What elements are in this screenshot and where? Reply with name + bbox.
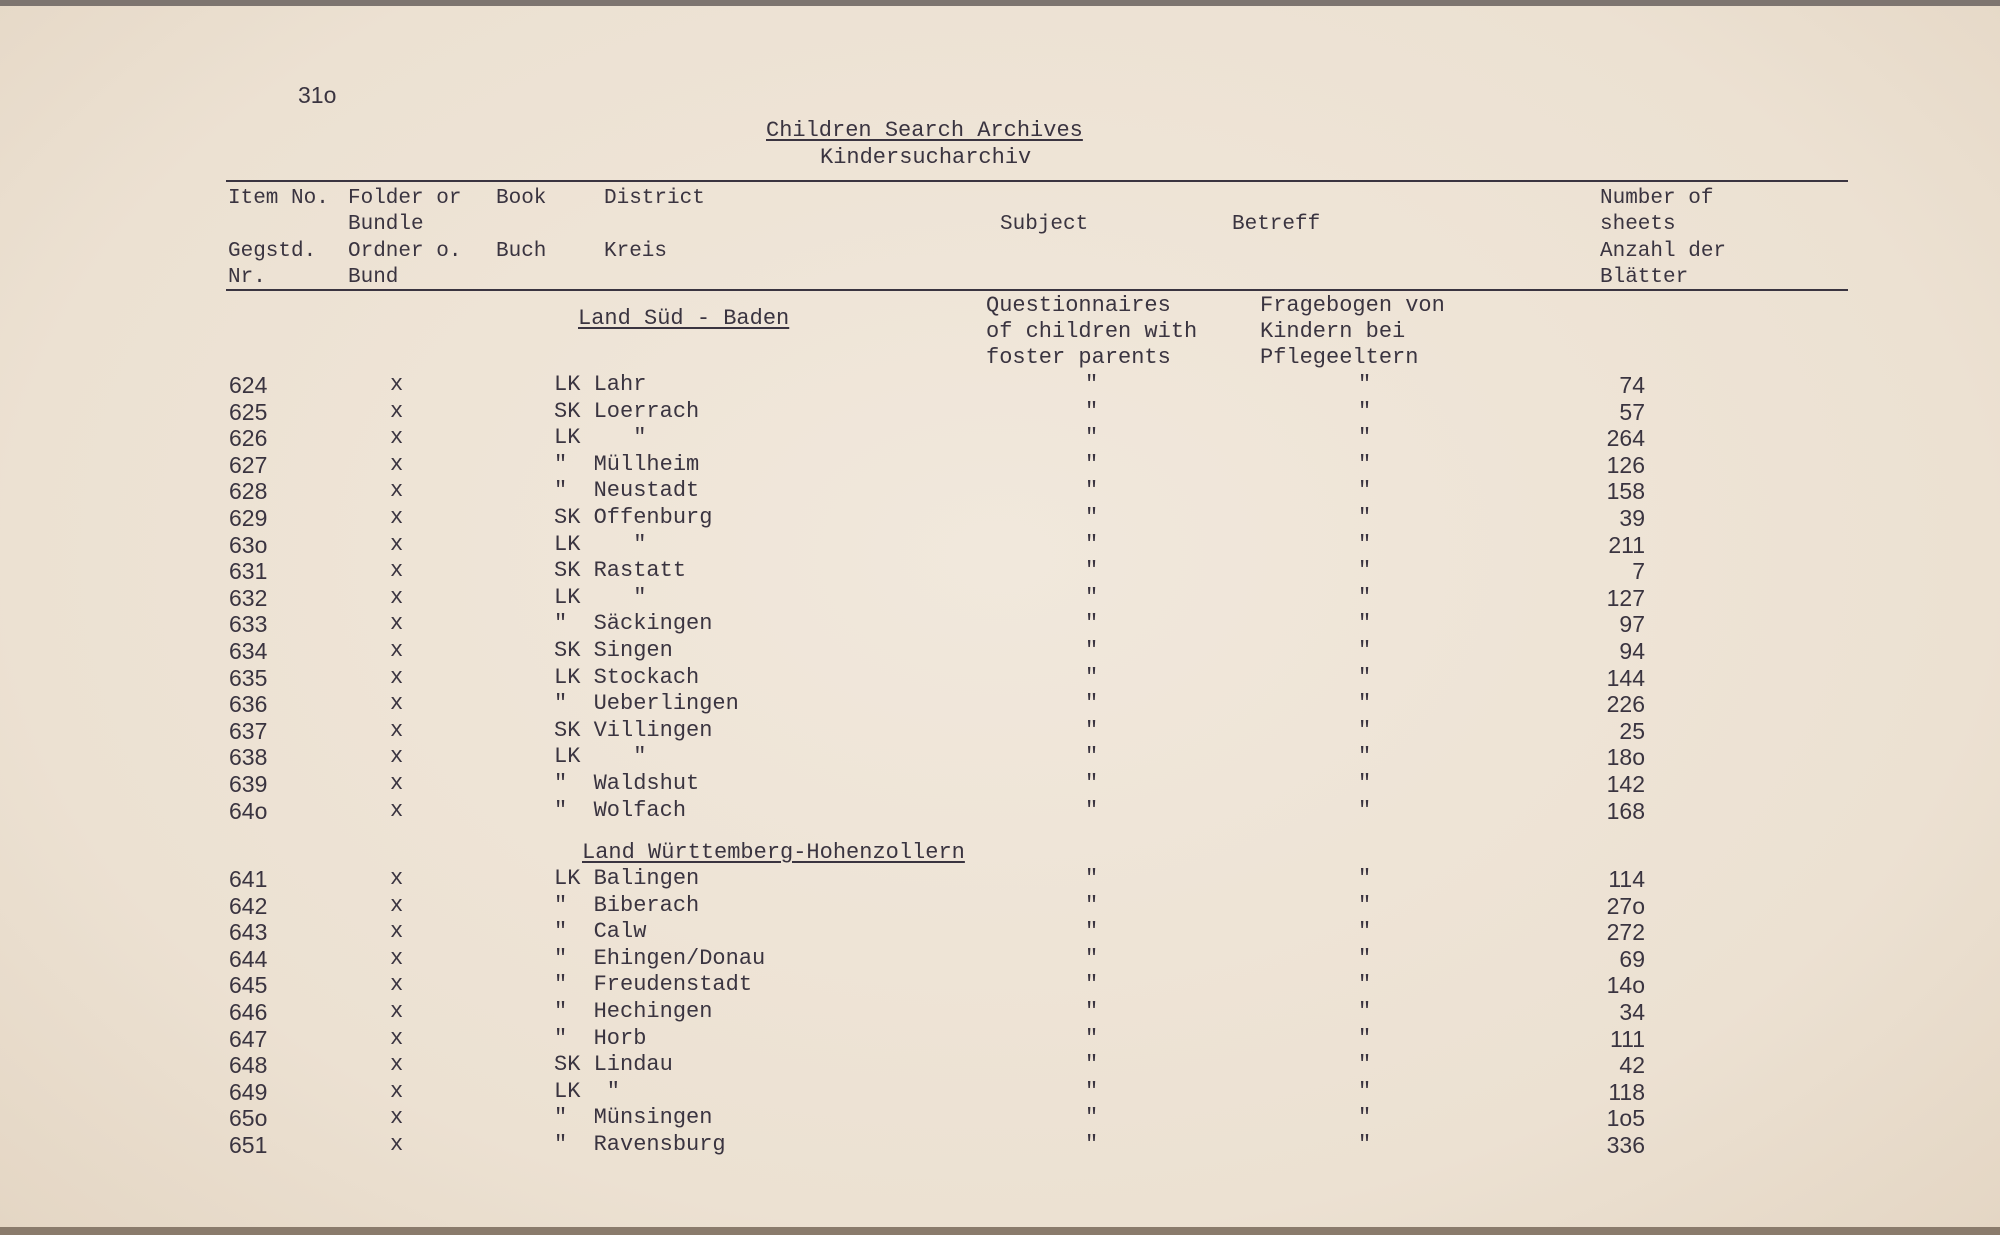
district: " Freudenstadt [554,972,753,998]
subject-ditto: " [1085,866,1099,891]
subject-ditto: " [1085,1078,1099,1104]
betreff-description-1: Fragebogen von [1260,293,1445,318]
district: " Säckingen [554,611,713,637]
betreff-ditto: " [1358,797,1372,823]
document-title: Children Search Archives [766,118,1083,143]
item-number: 646 [229,999,268,1025]
betreff-ditto: " [1358,717,1372,743]
subject-ditto: " [1085,999,1099,1024]
subject-ditto: " [1085,919,1099,945]
subject-ditto: " [1085,478,1099,504]
item-number: 633 [229,611,268,638]
subject-ditto: " [1085,531,1099,557]
sheet-count: 27o [1606,892,1645,919]
header-sheets-4: Blätter [1600,266,1689,289]
item-number: 632 [229,584,268,611]
betreff-ditto: " [1358,372,1372,397]
folder-mark: x [390,1025,404,1051]
item-number: 647 [229,1025,268,1052]
top-edge [0,0,2000,6]
betreff-ditto: " [1358,478,1372,504]
header-sheets-2: sheets [1600,213,1676,236]
betreff-description-3: Pflegeeltern [1260,345,1419,370]
district: " Wolfach [554,797,687,823]
folder-mark: x [390,892,404,918]
folder-mark: x [390,1078,404,1104]
subject-ditto: " [1085,638,1099,663]
district: LK " [554,584,647,610]
page-number: 31o [298,82,337,108]
sheet-count: 18o [1606,744,1645,771]
item-number: 65o [229,1105,268,1132]
sheet-count: 142 [1606,771,1645,797]
district: SK Loerrach [554,398,700,424]
betreff-ditto: " [1358,1025,1372,1051]
folder-mark: x [390,664,404,690]
sheet-count: 94 [1619,638,1645,664]
header-book-en: Book [496,187,547,210]
header-district-de: Kreis [604,240,668,263]
item-number: 625 [229,398,268,425]
subject-ditto: " [1085,744,1099,770]
folder-mark: x [390,398,404,424]
district: LK " [554,531,647,557]
district: " Müllheim [554,451,700,477]
header-item-en: Item No. [228,187,329,210]
district: LK " [554,1078,621,1104]
sheet-count: 97 [1619,611,1645,638]
sheet-count: 7 [1632,558,1645,585]
document-subtitle: Kindersucharchiv [820,145,1032,170]
header-folder-en-2: Bundle [348,213,424,236]
folder-mark: x [390,478,404,504]
subject-ditto: " [1085,972,1099,998]
sheet-count: 126 [1606,451,1645,478]
betreff-ditto: " [1358,892,1372,918]
district: SK Rastatt [554,558,687,584]
header-folder-de-2: Bund [348,266,399,289]
subject-ditto: " [1085,797,1099,823]
district: " Calw [554,919,647,945]
item-number: 637 [229,717,268,744]
item-number: 644 [229,945,268,972]
subject-ditto: " [1085,425,1099,451]
folder-mark: x [390,999,404,1024]
subject-ditto: " [1085,398,1099,424]
subject-ditto: " [1085,892,1099,918]
folder-mark: x [390,531,404,557]
header-folder-en-1: Folder or [348,187,462,210]
betreff-ditto: " [1358,1132,1372,1157]
betreff-ditto: " [1358,505,1372,530]
sheet-count: 264 [1606,425,1645,452]
item-number: 629 [229,505,268,531]
betreff-ditto: " [1358,1105,1372,1131]
subject-ditto: " [1085,1132,1099,1157]
sheet-count: 74 [1619,372,1645,398]
item-number: 64o [229,797,268,824]
district: LK " [554,744,647,770]
district: SK Lindau [554,1052,673,1078]
folder-mark: x [390,691,404,717]
subject-ditto: " [1085,558,1099,584]
betreff-ditto: " [1358,1078,1372,1104]
district: " Waldshut [554,771,700,796]
item-number: 642 [229,892,268,919]
sheet-count: 211 [1608,531,1645,558]
betreff-ditto: " [1358,1052,1372,1078]
district: LK " [554,425,647,451]
betreff-ditto: " [1358,771,1372,796]
header-item-de-2: Nr. [228,266,266,289]
folder-mark: x [390,1132,404,1157]
sheet-count: 57 [1619,398,1645,425]
subject-ditto: " [1085,1105,1099,1131]
folder-mark: x [390,797,404,823]
subject-ditto: " [1085,945,1099,971]
folder-mark: x [390,584,404,610]
sheet-count: 158 [1606,478,1645,505]
folder-mark: x [390,866,404,891]
sheet-count: 34 [1619,999,1645,1025]
subject-description-1: Questionnaires [986,293,1171,318]
header-item-de-1: Gegstd. [228,240,317,263]
item-number: 648 [229,1052,268,1079]
subject-ditto: " [1085,1025,1099,1051]
header-book-de: Buch [496,240,547,263]
betreff-ditto: " [1358,611,1372,637]
item-number: 635 [229,664,268,691]
header-bottom-rule [226,289,1848,291]
betreff-ditto: " [1358,945,1372,971]
sheet-count: 111 [1610,1025,1645,1052]
betreff-ditto: " [1358,999,1372,1024]
betreff-ditto: " [1358,425,1372,451]
district: " Münsingen [554,1105,713,1131]
district: " Biberach [554,892,700,918]
sheet-count: 39 [1619,505,1645,531]
item-number: 627 [229,451,268,478]
subject-ditto: " [1085,1052,1099,1078]
district: " Ueberlingen [554,691,739,717]
betreff-ditto: " [1358,584,1372,610]
subject-description-2: of children with [986,319,1198,344]
betreff-ditto: " [1358,691,1372,717]
section-heading-baden: Land Süd - Baden [578,306,790,331]
sheet-count: 226 [1606,691,1645,718]
folder-mark: x [390,611,404,637]
folder-mark: x [390,372,404,397]
district: " Horb [554,1025,647,1051]
item-number: 649 [229,1078,268,1105]
subject-ditto: " [1085,505,1099,530]
subject-ditto: " [1085,717,1099,743]
folder-mark: x [390,717,404,743]
subject-ditto: " [1085,771,1099,796]
folder-mark: x [390,919,404,945]
betreff-description-2: Kindern bei [1260,319,1406,344]
header-betreff: Betreff [1232,213,1321,236]
folder-mark: x [390,1052,404,1078]
subject-ditto: " [1085,691,1099,717]
header-subject: Subject [1000,213,1089,236]
item-number: 626 [229,425,268,452]
folder-mark: x [390,638,404,663]
header-sheets-1: Number of [1600,187,1714,210]
item-number: 651 [229,1132,268,1158]
subject-ditto: " [1085,451,1099,477]
header-folder-de-1: Ordner o. [348,240,462,263]
district: LK Balingen [554,866,700,891]
item-number: 643 [229,919,268,946]
folder-mark: x [390,1105,404,1131]
bottom-edge [0,1227,2000,1235]
district: SK Offenburg [554,505,713,530]
betreff-ditto: " [1358,398,1372,424]
district: " Ravensburg [554,1132,726,1157]
sheet-count: 272 [1606,919,1645,946]
item-number: 638 [229,744,268,771]
betreff-ditto: " [1358,558,1372,584]
sheet-count: 42 [1619,1052,1645,1079]
item-number: 63o [229,531,268,558]
sheet-count: 127 [1606,584,1645,611]
betreff-ditto: " [1358,919,1372,945]
subject-ditto: " [1085,611,1099,637]
sheet-count: 336 [1606,1132,1645,1158]
sheet-count: 144 [1606,664,1645,691]
folder-mark: x [390,945,404,971]
district: " Neustadt [554,478,700,504]
item-number: 639 [229,771,268,797]
sheet-count: 168 [1606,797,1645,824]
betreff-ditto: " [1358,638,1372,663]
district: SK Singen [554,638,673,663]
item-number: 628 [229,478,268,505]
header-sheets-3: Anzahl der [1600,240,1727,263]
sheet-count: 14o [1606,972,1645,999]
district: LK Stockach [554,664,700,690]
folder-mark: x [390,771,404,796]
folder-mark: x [390,425,404,451]
folder-mark: x [390,451,404,477]
subject-description-3: foster parents [986,345,1171,370]
folder-mark: x [390,972,404,998]
district: LK Lahr [554,372,647,397]
betreff-ditto: " [1358,744,1372,770]
sheet-count: 118 [1608,1078,1645,1105]
betreff-ditto: " [1358,972,1372,998]
header-district-en: District [604,187,705,210]
district: " Ehingen/Donau [554,945,766,971]
sheet-count: 114 [1608,866,1645,892]
betreff-ditto: " [1358,664,1372,690]
sheet-count: 1o5 [1606,1105,1645,1132]
header-top-rule [226,180,1848,182]
district: SK Villingen [554,717,713,743]
subject-ditto: " [1085,664,1099,690]
item-number: 631 [229,558,268,585]
item-number: 641 [229,866,268,892]
betreff-ditto: " [1358,451,1372,477]
item-number: 634 [229,638,268,664]
subject-ditto: " [1085,372,1099,397]
section-heading-wuerttemberg: Land Württemberg-Hohenzollern [582,840,965,865]
sheet-count: 69 [1619,945,1645,972]
sheet-count: 25 [1619,717,1645,744]
betreff-ditto: " [1358,531,1372,557]
item-number: 645 [229,972,268,999]
district: " Hechingen [554,999,713,1024]
item-number: 624 [229,372,268,398]
folder-mark: x [390,744,404,770]
folder-mark: x [390,558,404,584]
folder-mark: x [390,505,404,530]
item-number: 636 [229,691,268,718]
betreff-ditto: " [1358,866,1372,891]
subject-ditto: " [1085,584,1099,610]
